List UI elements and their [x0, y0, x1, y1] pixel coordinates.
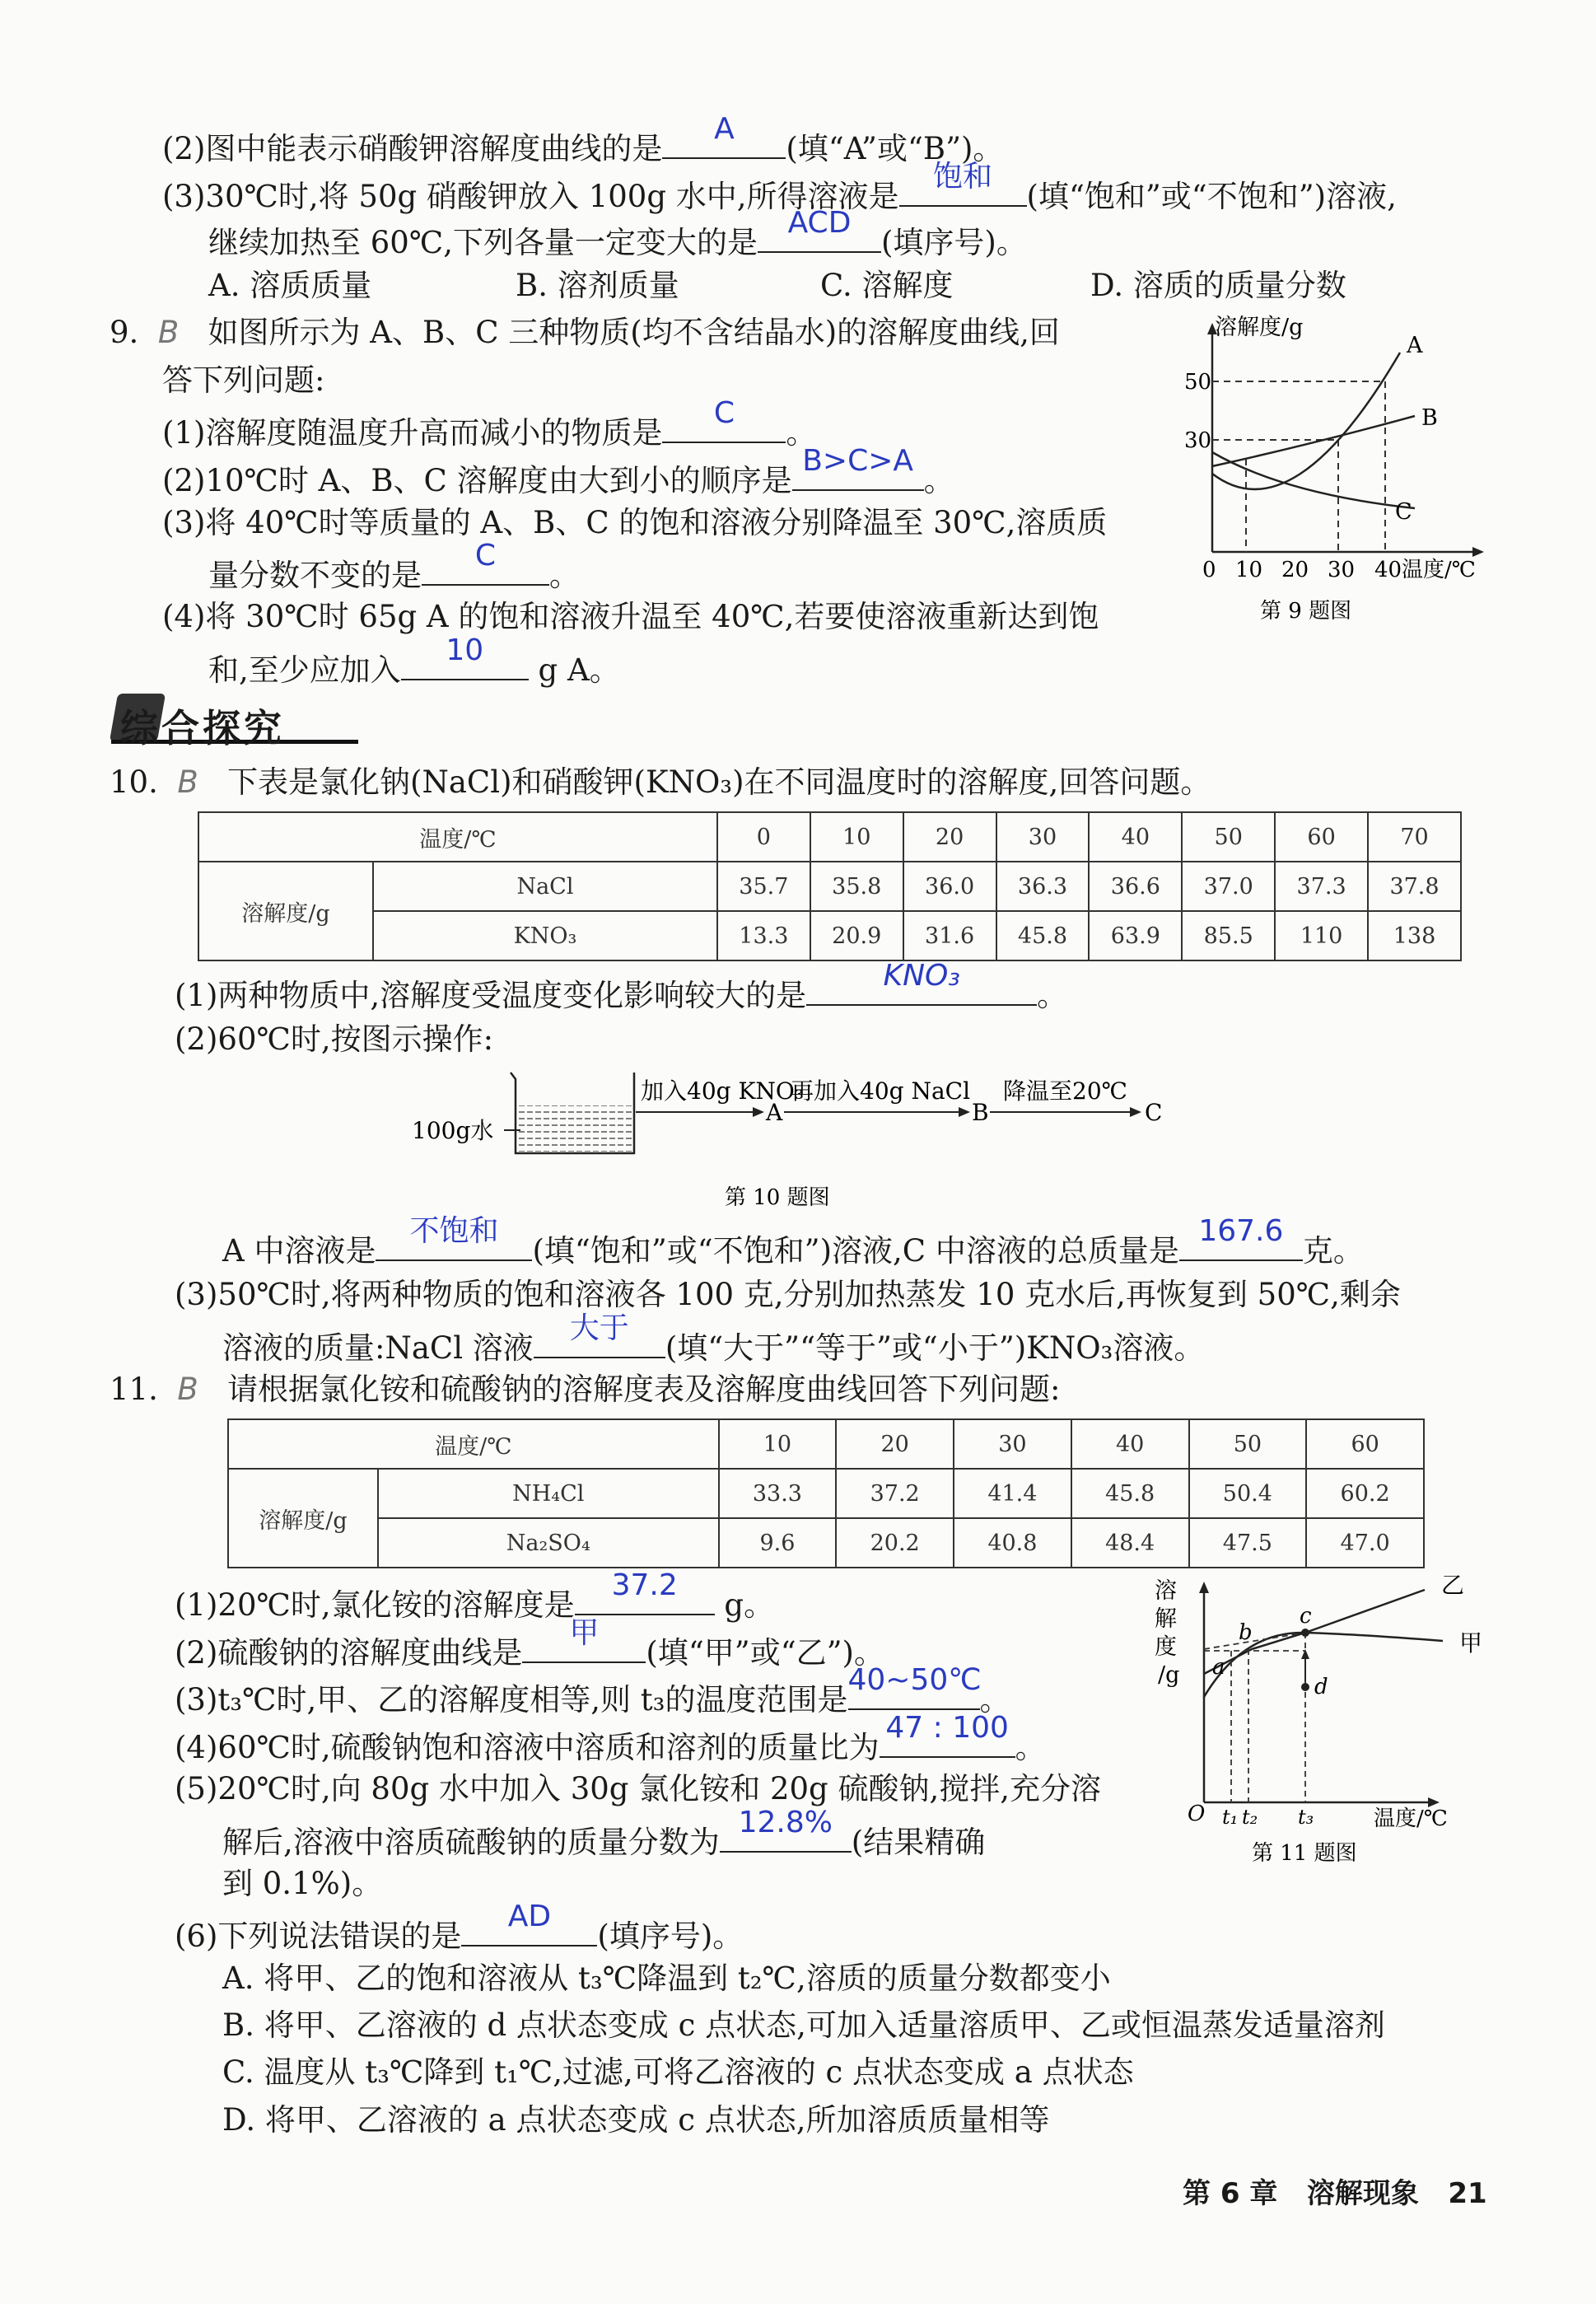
- q10-part2: (2)60℃时,按图示操作:: [175, 1021, 494, 1057]
- answer-blank[interactable]: 167.6: [1179, 1227, 1303, 1261]
- q10-part1: (1)两种物质中,溶解度受温度变化影响较大的是 KNO₃ 。: [175, 959, 1068, 1013]
- q11-label-c: c: [1300, 1604, 1312, 1629]
- q10-part3-line2: 溶液的质量:NaCl 溶液 大于 (填“大于”“等于”或“小于”)KNO₃溶液。: [222, 1311, 1205, 1366]
- table-row: [198, 862, 1461, 911]
- table-row: [228, 1419, 1424, 1469]
- table-cell: 40: [1071, 1419, 1189, 1469]
- q11-y-arrow: [1199, 1582, 1209, 1593]
- page-footer: 第 6 章 溶解现象 21: [1183, 2177, 1487, 2210]
- answer-blank[interactable]: 47 : 100: [880, 1724, 1015, 1758]
- table-cell: 20.9: [810, 911, 903, 960]
- q11-label-b: b: [1239, 1620, 1253, 1645]
- table-row-label: NH₄Cl: [378, 1469, 719, 1518]
- table-cell: 36.0: [903, 862, 996, 911]
- q9-part3-line2: 量分数不变的是 C 。: [208, 539, 580, 593]
- q9-part1: (1)溶解度随温度升高而减小的物质是 C 。: [162, 396, 817, 451]
- table-cell: 20.2: [836, 1518, 954, 1568]
- table-header-solubility: 溶解度/g: [198, 862, 373, 960]
- q11-ylabel-1: 溶: [1155, 1578, 1177, 1604]
- q9-xtick-30: 30: [1328, 558, 1356, 582]
- q11-xtick-t2: t₂: [1242, 1806, 1258, 1829]
- answer-blank[interactable]: C: [662, 409, 786, 443]
- q11-part6: (6)下列说法错误的是 AD (填序号)。: [175, 1900, 744, 1954]
- table-cell: 35.7: [717, 862, 810, 911]
- q8-part3-line2: 继续加热至 60℃,下列各量一定变大的是 ACD (填序号)。: [208, 206, 1027, 260]
- q11-part1: (1)20℃时,氯化铵的溶解度是 37.2 g。: [175, 1568, 775, 1623]
- q10-process-diagram: [412, 1063, 1202, 1219]
- answer-blank[interactable]: 甲: [522, 1629, 646, 1663]
- q8-part2: (2)图中能表示硝酸钾溶解度曲线的是 A (填“A”或“B”)。: [162, 112, 1004, 166]
- q11-part2: (2)硫酸钠的溶解度曲线是 甲 (填“甲”或“乙”)。: [175, 1616, 884, 1671]
- q11-label-yi: 乙: [1441, 1572, 1465, 1599]
- q11-guide-top: [1204, 1633, 1305, 1649]
- table-cell: 60: [1306, 1419, 1424, 1469]
- table-cell: 40.8: [954, 1518, 1071, 1568]
- step2-label: 再加入40g NaCl: [791, 1077, 971, 1105]
- q8-option-a: A. 溶质质量: [208, 268, 372, 303]
- q9-part4-line1: (4)将 30℃时 65g A 的饱和溶液升温至 40℃,若要使溶液重新达到饱: [162, 599, 1099, 634]
- q9-xtick-10: 10: [1235, 558, 1263, 582]
- answer-blank[interactable]: 12.8%: [720, 1819, 852, 1853]
- table-cell: 48.4: [1071, 1518, 1189, 1568]
- table-cell: 13.3: [717, 911, 810, 960]
- q9-part4-line2: 和,至少应加入 10 g A。: [208, 633, 620, 688]
- q9-label-c: C: [1395, 499, 1412, 525]
- answer-blank[interactable]: 大于: [534, 1325, 665, 1358]
- table-cell: 10: [810, 812, 903, 862]
- q9-label-b: B: [1421, 405, 1438, 431]
- table-cell: 40: [1089, 812, 1182, 862]
- step3-label: 降温至20℃: [1003, 1077, 1127, 1105]
- answer-blank[interactable]: 37.2: [575, 1582, 715, 1615]
- q9-ytick-30: 30: [1184, 428, 1212, 453]
- q11-ylabel-2: 解: [1155, 1606, 1177, 1632]
- q8-part3-line1: (3)30℃时,将 50g 硝酸钾放入 100g 水中,所得溶液是 饱和 (填“饱和”或“不饱和”)溶液,: [162, 160, 1397, 214]
- table-cell: 47.5: [1189, 1518, 1307, 1568]
- table-cell: 30: [954, 1419, 1071, 1469]
- table-cell: 31.6: [903, 911, 996, 960]
- table-cell: 110: [1275, 911, 1368, 960]
- q9-caption: 第 9 题图: [1260, 599, 1352, 624]
- q9-part3-line1: (3)将 40℃时等质量的 A、B、C 的饱和溶液分别降温至 30℃,溶质质: [162, 505, 1108, 540]
- arrow-1-head: [753, 1107, 764, 1117]
- table-cell: 63.9: [1089, 911, 1182, 960]
- table-cell: 138: [1368, 911, 1461, 960]
- answer-blank[interactable]: 不饱和: [376, 1227, 532, 1261]
- answer-blank[interactable]: 饱和: [899, 173, 1027, 207]
- water-label: 100g水: [412, 1117, 494, 1144]
- q8-option-c: C. 溶解度: [820, 268, 954, 303]
- answer-blank[interactable]: AD: [461, 1913, 597, 1946]
- q9-xtick-0: 0: [1202, 558, 1216, 582]
- q11-label-a: a: [1212, 1655, 1225, 1680]
- table-row-label: Na₂SO₄: [378, 1518, 719, 1568]
- q8-option-b: B. 溶剂质量: [516, 268, 679, 303]
- table-cell: 35.8: [810, 862, 903, 911]
- q11-origin: O: [1188, 1802, 1206, 1826]
- q11-caption: 第 11 题图: [1252, 1841, 1357, 1866]
- table-cell: 41.4: [954, 1469, 1071, 1518]
- table-cell: 45.8: [996, 911, 1090, 960]
- table-row: [198, 911, 1461, 960]
- table-cell: 20: [836, 1419, 954, 1469]
- table-cell: 85.5: [1182, 911, 1275, 960]
- answer-blank[interactable]: 10: [401, 647, 529, 680]
- q11-point-d: [1301, 1683, 1309, 1691]
- table-cell: 60.2: [1306, 1469, 1424, 1518]
- table-row-label: KNO₃: [373, 911, 717, 960]
- table-row-label: NaCl: [373, 862, 717, 911]
- q9-stem: 9. B 如图所示为 A、B、C 三种物质(均不含结晶水)的溶解度曲线,回: [110, 315, 1060, 350]
- q11-part5-line1: (5)20℃时,向 80g 水中加入 30g 氯化铵和 20g 硫酸钠,搅拌,充分溶: [175, 1771, 1102, 1806]
- q11-label-jia: 甲: [1459, 1629, 1483, 1657]
- q9-curve-a: [1212, 353, 1400, 489]
- q11-xtick-t3: t₃: [1298, 1806, 1314, 1829]
- answer-blank[interactable]: KNO₃: [806, 972, 1037, 1006]
- q11-part5-line2: 解后,溶液中溶质硫酸钠的质量分数为 12.8% (结果精确: [222, 1806, 986, 1860]
- table-cell: 45.8: [1071, 1469, 1189, 1518]
- arrow-2-head: [959, 1107, 970, 1117]
- table-cell: 37.3: [1275, 862, 1368, 911]
- table-row: [228, 1518, 1424, 1568]
- state-c: C: [1145, 1099, 1163, 1126]
- table-cell: 37.2: [836, 1469, 954, 1518]
- table-header-solubility: 溶解度/g: [228, 1469, 378, 1568]
- q10-part3-line1: (3)50℃时,将两种物质的饱和溶液各 100 克,分别加热蒸发 10 克水后,再恢复到 50℃,剩余: [175, 1277, 1401, 1312]
- q11-ylabel-3: 度: [1155, 1634, 1177, 1660]
- state-b: B: [972, 1099, 989, 1126]
- answer-blank[interactable]: ACD: [758, 219, 881, 253]
- table-cell: 0: [717, 812, 810, 862]
- q11-part5-line3: 到 0.1%)。: [222, 1866, 383, 1901]
- table-header-temp: 温度/℃: [198, 812, 717, 862]
- table-cell: 50.4: [1189, 1469, 1307, 1518]
- q9-xtick-40: 40: [1374, 558, 1402, 582]
- table-cell: 50: [1182, 812, 1275, 862]
- table-cell: 47.0: [1306, 1518, 1424, 1568]
- q11-point-c: [1301, 1629, 1309, 1637]
- q11-ylabel-4: /g: [1158, 1662, 1180, 1688]
- q10-part-a: A 中溶液是 不饱和 (填“饱和”或“不饱和”)溶液,C 中溶液的总质量是 167.6 克。: [222, 1214, 1364, 1269]
- q9-x-arrow: [1472, 547, 1484, 557]
- q11-option-c: C. 温度从 t₃℃降到 t₁℃,过滤,可将乙溶液的 c 点状态变成 a 点状态: [222, 2054, 1134, 2090]
- q9-solubility-chart: [1184, 305, 1507, 634]
- q9-ytick-50: 50: [1184, 370, 1212, 395]
- q10-stem: 10. B 下表是氯化钠(NaCl)和硝酸钾(KNO₃)在不同温度时的溶解度,回答问题。: [110, 764, 1211, 800]
- section-title: 综合探究: [120, 706, 285, 750]
- state-a: A: [766, 1099, 783, 1126]
- answer-blank[interactable]: A: [662, 125, 786, 159]
- q9-ylabel: 溶解度/g: [1215, 315, 1304, 340]
- q11-label-d: d: [1314, 1675, 1328, 1699]
- table-cell: 20: [903, 812, 996, 862]
- q11-xtick-t1: t₁: [1222, 1806, 1239, 1829]
- q11-curve-yi: [1204, 1590, 1425, 1674]
- q9-label-a: A: [1407, 333, 1423, 358]
- table-header-temp: 温度/℃: [228, 1419, 719, 1469]
- q9-part2: (2)10℃时 A、B、C 溶解度由大到小的顺序是 B>C>A 。: [162, 444, 954, 498]
- q9-stem-cont: 答下列问题:: [162, 362, 325, 398]
- table-row: [198, 812, 1461, 862]
- answer-blank[interactable]: B>C>A: [792, 457, 924, 491]
- table-row: [228, 1469, 1424, 1518]
- q11-part3: (3)t₃℃时,甲、乙的溶解度相等,则 t₃的温度范围是 40~50℃ 。: [175, 1663, 1010, 1717]
- q11-xlabel: 温度/℃: [1374, 1806, 1448, 1831]
- q11-option-b: B. 将甲、乙溶液的 d 点状态变成 c 点状态,可加入适量溶质甲、乙或恒温蒸发适量溶剂: [222, 2007, 1385, 2043]
- arrow-3-head: [1130, 1107, 1141, 1117]
- q11-option-d: D. 将甲、乙溶液的 a 点状态变成 c 点状态,所加溶质质量相等: [222, 2102, 1050, 2138]
- table-cell: 60: [1275, 812, 1368, 862]
- q10-solubility-table: [198, 811, 1462, 961]
- q11-stem: 11. B 请根据氯化铵和硫酸钠的溶解度表及溶解度曲线回答下列问题:: [110, 1372, 1061, 1407]
- answer-blank[interactable]: 40~50℃: [848, 1676, 980, 1710]
- q11-option-a: A. 将甲、乙的饱和溶液从 t₃℃降温到 t₂℃,溶质的质量分数都变小: [222, 1961, 1111, 1996]
- q11-solubility-table: [227, 1418, 1425, 1568]
- table-cell: 37.0: [1182, 862, 1275, 911]
- table-cell: 9.6: [719, 1518, 837, 1568]
- q9-xtick-20: 20: [1281, 558, 1309, 582]
- table-cell: 50: [1189, 1419, 1307, 1469]
- q10-caption: 第 10 题图: [725, 1185, 830, 1210]
- q11-solubility-chart: [1153, 1573, 1499, 1870]
- answer-blank[interactable]: C: [422, 552, 549, 586]
- table-cell: 30: [996, 812, 1090, 862]
- q11-part4: (4)60℃时,硫酸钠饱和溶液中溶质和溶剂的质量比为 47 : 100 。: [175, 1711, 1046, 1765]
- q11-d-arrow-head: [1301, 1649, 1309, 1659]
- table-cell: 36.6: [1089, 862, 1182, 911]
- table-cell: 33.3: [719, 1469, 837, 1518]
- table-cell: 70: [1368, 812, 1461, 862]
- q8-option-d: D. 溶质的质量分数: [1090, 268, 1346, 303]
- q9-xlabel: 温度/℃: [1402, 558, 1476, 582]
- table-cell: 10: [719, 1419, 837, 1469]
- step1-label: 加入40g KNO₃: [641, 1077, 805, 1105]
- beaker-water: [517, 1105, 632, 1152]
- table-cell: 37.8: [1368, 862, 1461, 911]
- table-cell: 36.3: [996, 862, 1090, 911]
